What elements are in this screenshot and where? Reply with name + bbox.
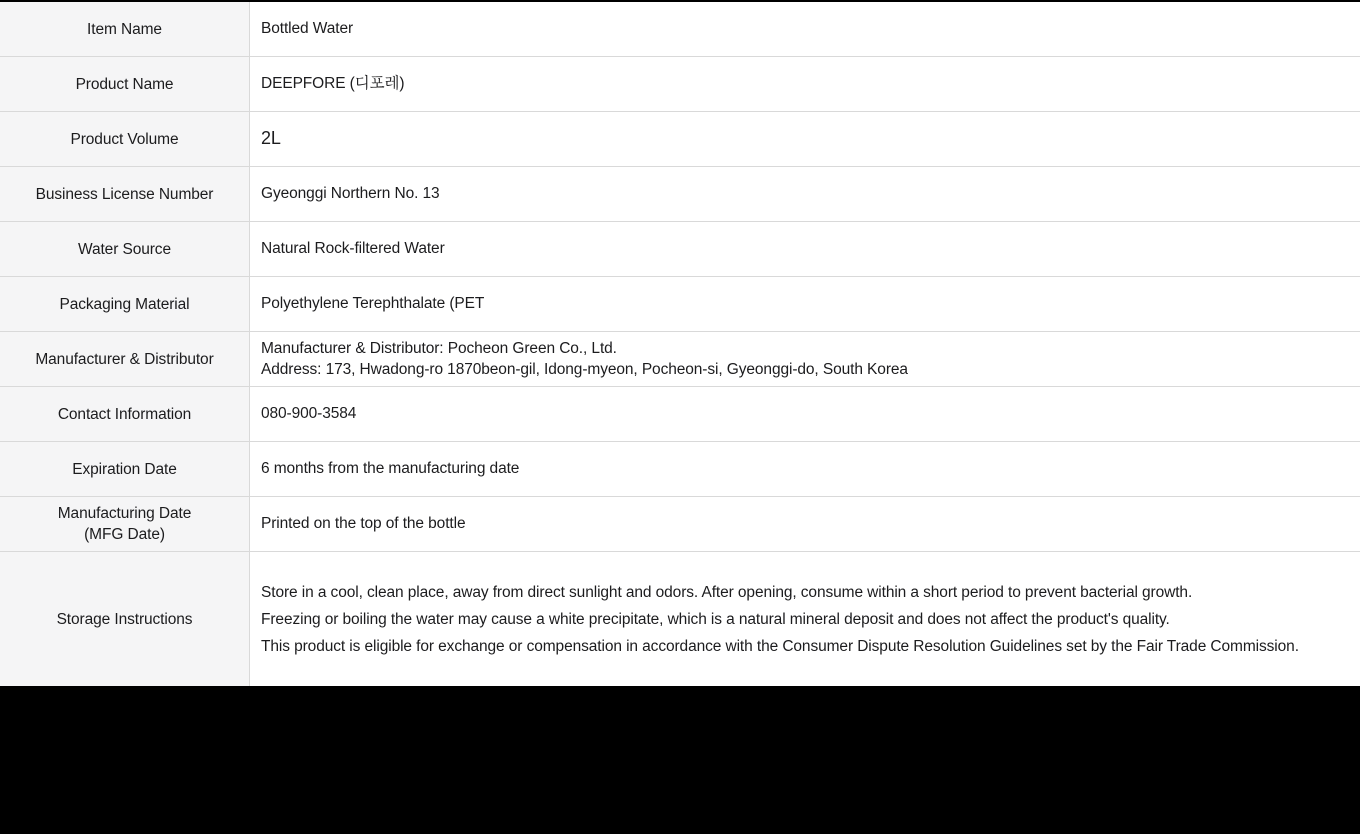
row-value [250, 222, 1360, 276]
spec-row-item-name [0, 2, 1360, 57]
row-value-line: Polyethylene Terephthalate (PET [261, 295, 485, 313]
spec-row-contact-information [0, 387, 1360, 442]
row-label [0, 167, 250, 221]
row-value [250, 332, 1360, 386]
row-value-line: Address: 173, Hwadong-ro 1870beon-gil, Idong-myeon, Pocheon-si, Gyeonggi-do, South Korea [261, 361, 908, 378]
row-label [0, 497, 250, 551]
row-value [250, 277, 1360, 331]
row-value [250, 2, 1360, 56]
row-value-line: DEEPFORE (디포레) [261, 75, 405, 93]
row-label [0, 277, 250, 331]
spec-row-water-source [0, 222, 1360, 277]
row-value-line: Gyeonggi Northern No. 13 [261, 185, 440, 203]
row-label-line: Product Volume [70, 130, 179, 148]
row-label [0, 332, 250, 386]
row-value-line: Manufacturer & Distributor: Pocheon Green Co., Ltd. [261, 339, 617, 357]
spec-row-business-license-number [0, 167, 1360, 222]
row-label-line: Water Source [78, 240, 171, 258]
spec-row-product-name [0, 57, 1360, 112]
row-label [0, 2, 250, 56]
spec-row-expiration-date [0, 442, 1360, 497]
spec-row-packaging-material [0, 277, 1360, 332]
row-label-line: Manufacturer & Distributor [35, 350, 214, 368]
row-value [250, 387, 1360, 441]
row-label-line: Expiration Date [72, 460, 177, 478]
row-value [250, 442, 1360, 496]
row-value-line: Natural Rock-filtered Water [261, 240, 445, 258]
row-value-line: 080-900-3584 [261, 405, 357, 423]
row-value [250, 497, 1360, 551]
row-value-line: This product is eligible for exchange or compensation in accordance with the Consumer Dispute Resolution Guidelines set by the Fair Trade Commission. [261, 637, 1299, 655]
row-value [250, 552, 1360, 686]
spec-row-storage-instructions [0, 552, 1360, 686]
row-label-line: Product Name [75, 75, 174, 93]
bottom-black-area [0, 686, 1360, 834]
spec-row-manufacturing-date [0, 497, 1360, 552]
row-label-line: Business License Number [35, 185, 214, 203]
row-value [250, 167, 1360, 221]
row-label [0, 442, 250, 496]
row-label-line: (MFG Date) [84, 526, 165, 543]
row-value [250, 57, 1360, 111]
row-value-line: Store in a cool, clean place, away from direct sunlight and odors. After opening, consume within a short period to prevent bacterial growth. [261, 583, 1193, 601]
row-value-line: Printed on the top of the bottle [261, 515, 466, 533]
row-value [250, 112, 1360, 166]
row-label [0, 552, 250, 686]
row-value-line: 2L [261, 128, 281, 149]
row-label-line: Contact Information [57, 405, 192, 423]
row-value-line: Bottled Water [261, 20, 354, 38]
row-value-line: Freezing or boiling the water may cause a white precipitate, which is a natural mineral deposit and does not affect the product's quality. [261, 610, 1170, 628]
row-label [0, 222, 250, 276]
row-label [0, 387, 250, 441]
row-value-line: 6 months from the manufacturing date [261, 460, 520, 478]
row-label-line: Packaging Material [59, 295, 190, 313]
row-label-line: Item Name [87, 20, 162, 38]
row-label-line: Manufacturing Date [57, 505, 192, 522]
row-label [0, 112, 250, 166]
spec-row-product-volume [0, 112, 1360, 167]
row-label [0, 57, 250, 111]
row-label-line: Storage Instructions [56, 610, 193, 628]
spec-row-manufacturer-distributor [0, 332, 1360, 387]
